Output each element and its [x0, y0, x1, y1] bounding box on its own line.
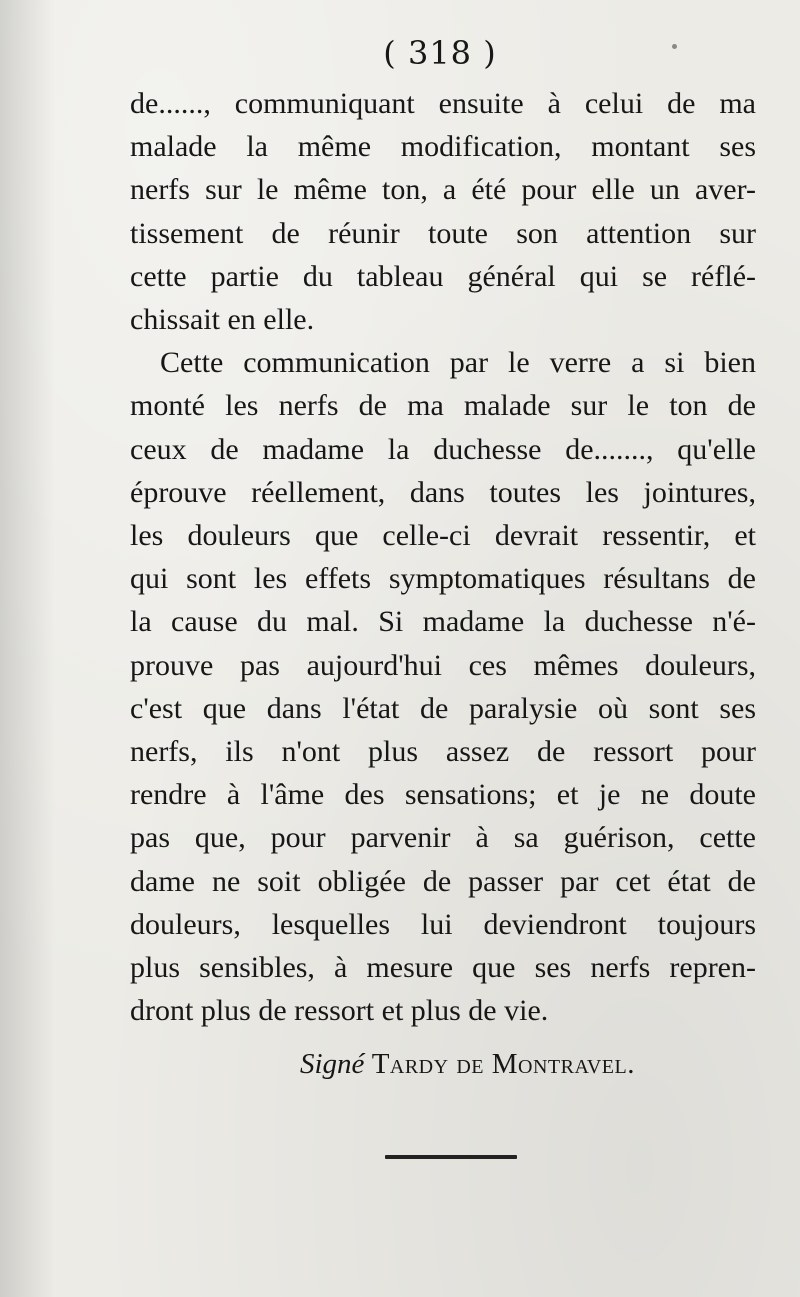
- signature: [300, 1048, 760, 1081]
- text-line: dront plus de ressort et plus de vie.: [130, 994, 549, 1028]
- text-line: Cette communication par le verre a si bien: [160, 346, 756, 380]
- text-line: rendre à l'âme des sensations; et je ne doute: [130, 778, 756, 812]
- body-text: [130, 82, 756, 1032]
- text-line: tissement de réunir toute son attention sur: [130, 216, 756, 250]
- text-line: malade la même modification, montant ses: [130, 130, 756, 164]
- text-line: plus sensibles, à mesure que ses nerfs repren-: [130, 951, 756, 985]
- text-line: c'est que dans l'état de paralysie où sont ses: [130, 691, 756, 725]
- text-line: nerfs sur le même ton, a été pour elle un aver-: [130, 173, 756, 207]
- text-line: cette partie du tableau général qui se réflé-: [130, 259, 756, 293]
- text-line: les douleurs que celle-ci devrait ressentir, et: [130, 519, 756, 553]
- text-line: de......, communiquant ensuite à celui de ma: [130, 87, 756, 120]
- signature-prefix: Signé: [300, 1048, 365, 1080]
- paragraph-2: [130, 341, 756, 1032]
- signature-name: Tardy de Montravel.: [371, 1048, 635, 1080]
- text-line: prouve pas aujourd'hui ces mêmes douleurs,: [130, 648, 756, 682]
- gutter-shadow: [0, 0, 55, 1297]
- paragraph-1: [130, 82, 756, 341]
- page-number: ( 318 ): [383, 34, 497, 72]
- text-line: pas que, pour parvenir à sa guérison, cette: [130, 821, 756, 855]
- text-line: monté les nerfs de ma malade sur le ton de: [130, 389, 756, 423]
- text-line: douleurs, lesquelles lui deviendront toujours: [130, 907, 756, 941]
- text-line: ceux de madame la duchesse de......., qu'elle: [130, 432, 756, 466]
- text-line: qui sont les effets symptomatiques résultans de: [130, 562, 756, 596]
- text-line: chissait en elle.: [130, 303, 315, 337]
- text-line: éprouve réellement, dans toutes les jointures,: [130, 475, 756, 509]
- text-line: nerfs, ils n'ont plus assez de ressort pour: [130, 735, 756, 769]
- text-line: la cause du mal. Si madame la duchesse n'é-: [130, 605, 756, 639]
- text-line: dame ne soit obligée de passer par cet état de: [130, 864, 756, 898]
- closing-rule: [385, 1155, 517, 1159]
